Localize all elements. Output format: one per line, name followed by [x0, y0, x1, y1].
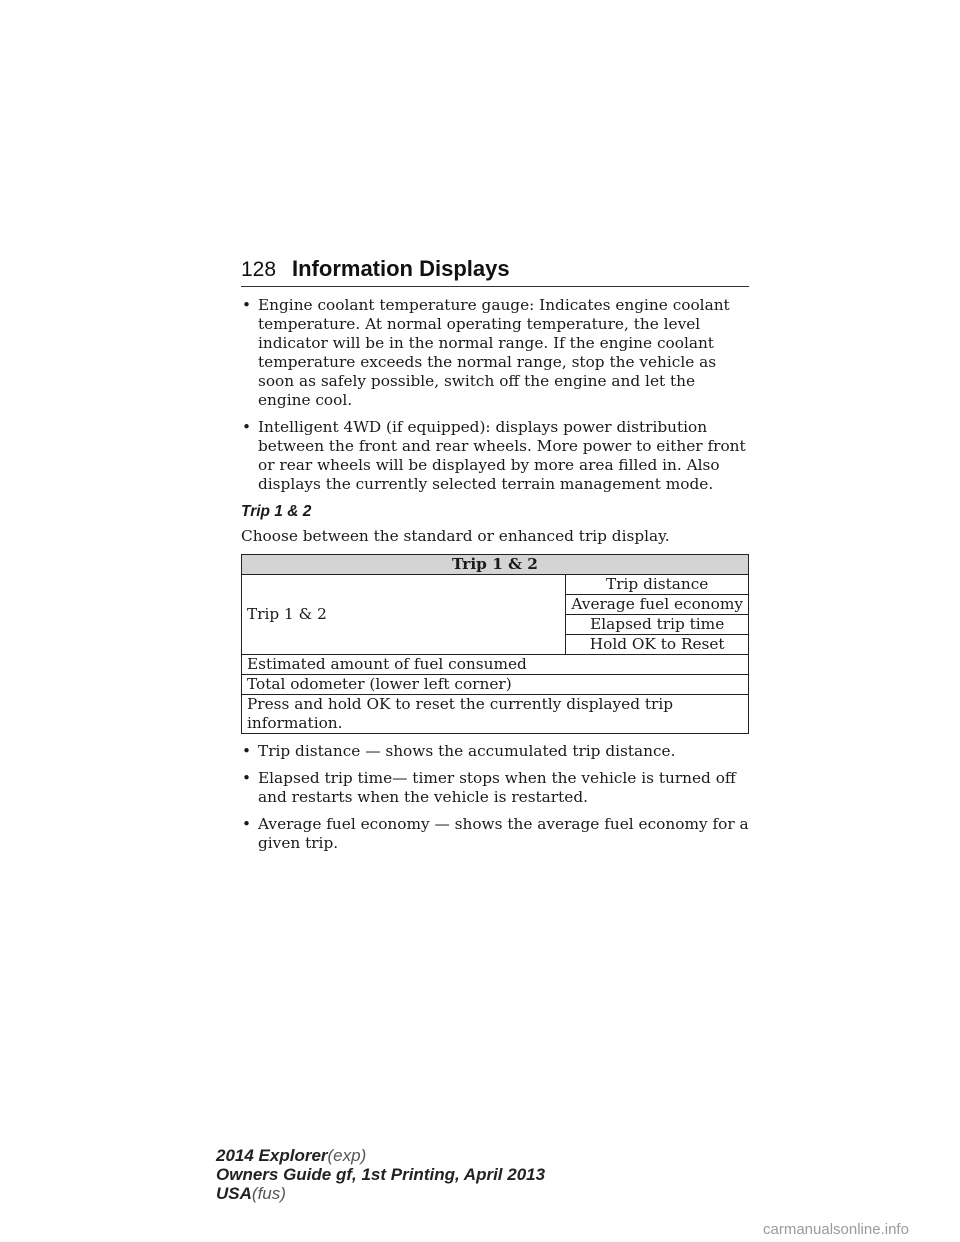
bullet-text: Elapsed trip time— timer stops when the vehicle is turned off and restarts when the vehicle is restarted.: [258, 769, 736, 806]
print-footer: [216, 1146, 545, 1203]
table-row: [242, 695, 749, 734]
bullet-glyph: •: [242, 296, 252, 314]
bullet-text: Trip distance — shows the accumulated trip distance.: [258, 742, 676, 760]
table-option: Hold OK to Reset: [566, 635, 749, 655]
bullet-glyph: •: [242, 815, 252, 833]
table-row: [242, 675, 749, 695]
footer-model: 2014 Explorer: [216, 1146, 328, 1165]
footer-market-code: (fus): [251, 1184, 286, 1203]
intro-text: Choose between the standard or enhanced trip display.: [241, 527, 670, 545]
table-cell: Press and hold OK to reset the currently displayed trip information.: [242, 695, 749, 734]
table-row: [242, 575, 749, 595]
trip-table: [241, 554, 749, 734]
section-title: Information Displays: [292, 256, 510, 281]
subheading-trip: Trip 1 & 2: [241, 503, 312, 520]
bullet-text: Intelligent 4WD (if equipped): displays power distribution between the front and rear wheels. More power to either front or rear wheels will be displayed by more area filled in. Also displays the currently selected terrain management mode.: [258, 418, 746, 493]
bullet-coolant-gauge: [241, 296, 749, 410]
footer-line-market: [216, 1184, 545, 1203]
table-cell: Estimated amount of fuel consumed: [242, 655, 749, 675]
footer-line-model: [216, 1146, 545, 1165]
footer-guide: Owners Guide gf, 1st Printing, April 2013: [216, 1165, 546, 1184]
bullet-intelligent-4wd: [241, 418, 749, 494]
table-option: Trip distance: [566, 575, 749, 595]
page-header: [241, 256, 749, 287]
table-header: Trip 1 & 2: [242, 555, 749, 575]
table-header-row: [242, 555, 749, 575]
footer-line-guide: [216, 1165, 545, 1184]
bullet-glyph: •: [242, 769, 252, 787]
page-content: [241, 296, 749, 861]
bullet-elapsed-time: [241, 769, 749, 807]
page-number: 128: [241, 258, 277, 281]
table-cell: Total odometer (lower left corner): [242, 675, 749, 695]
bullet-glyph: •: [242, 742, 252, 760]
bullet-text: Engine coolant temperature gauge: Indicates engine coolant temperature. At normal operating temperature, the level indicator will be in the normal range. If the engine coolant temperature exceeds the normal range, stop the vehicle as soon as safely possible, switch off the engine and let the engine cool.: [258, 296, 730, 409]
bullet-average-fuel: [241, 815, 749, 853]
footer-model-code: (exp): [327, 1146, 367, 1165]
table-option: Average fuel economy: [566, 595, 749, 615]
footer-market: USA: [216, 1184, 252, 1203]
watermark-text: carmanualsonline.info: [763, 1221, 909, 1238]
bullet-glyph: •: [242, 418, 252, 436]
table-group-label: Trip 1 & 2: [242, 575, 566, 655]
bullet-text: Average fuel economy — shows the average fuel economy for a given trip.: [258, 815, 749, 852]
bullet-trip-distance: [241, 742, 749, 761]
table-row: [242, 655, 749, 675]
table-option: Elapsed trip time: [566, 615, 749, 635]
